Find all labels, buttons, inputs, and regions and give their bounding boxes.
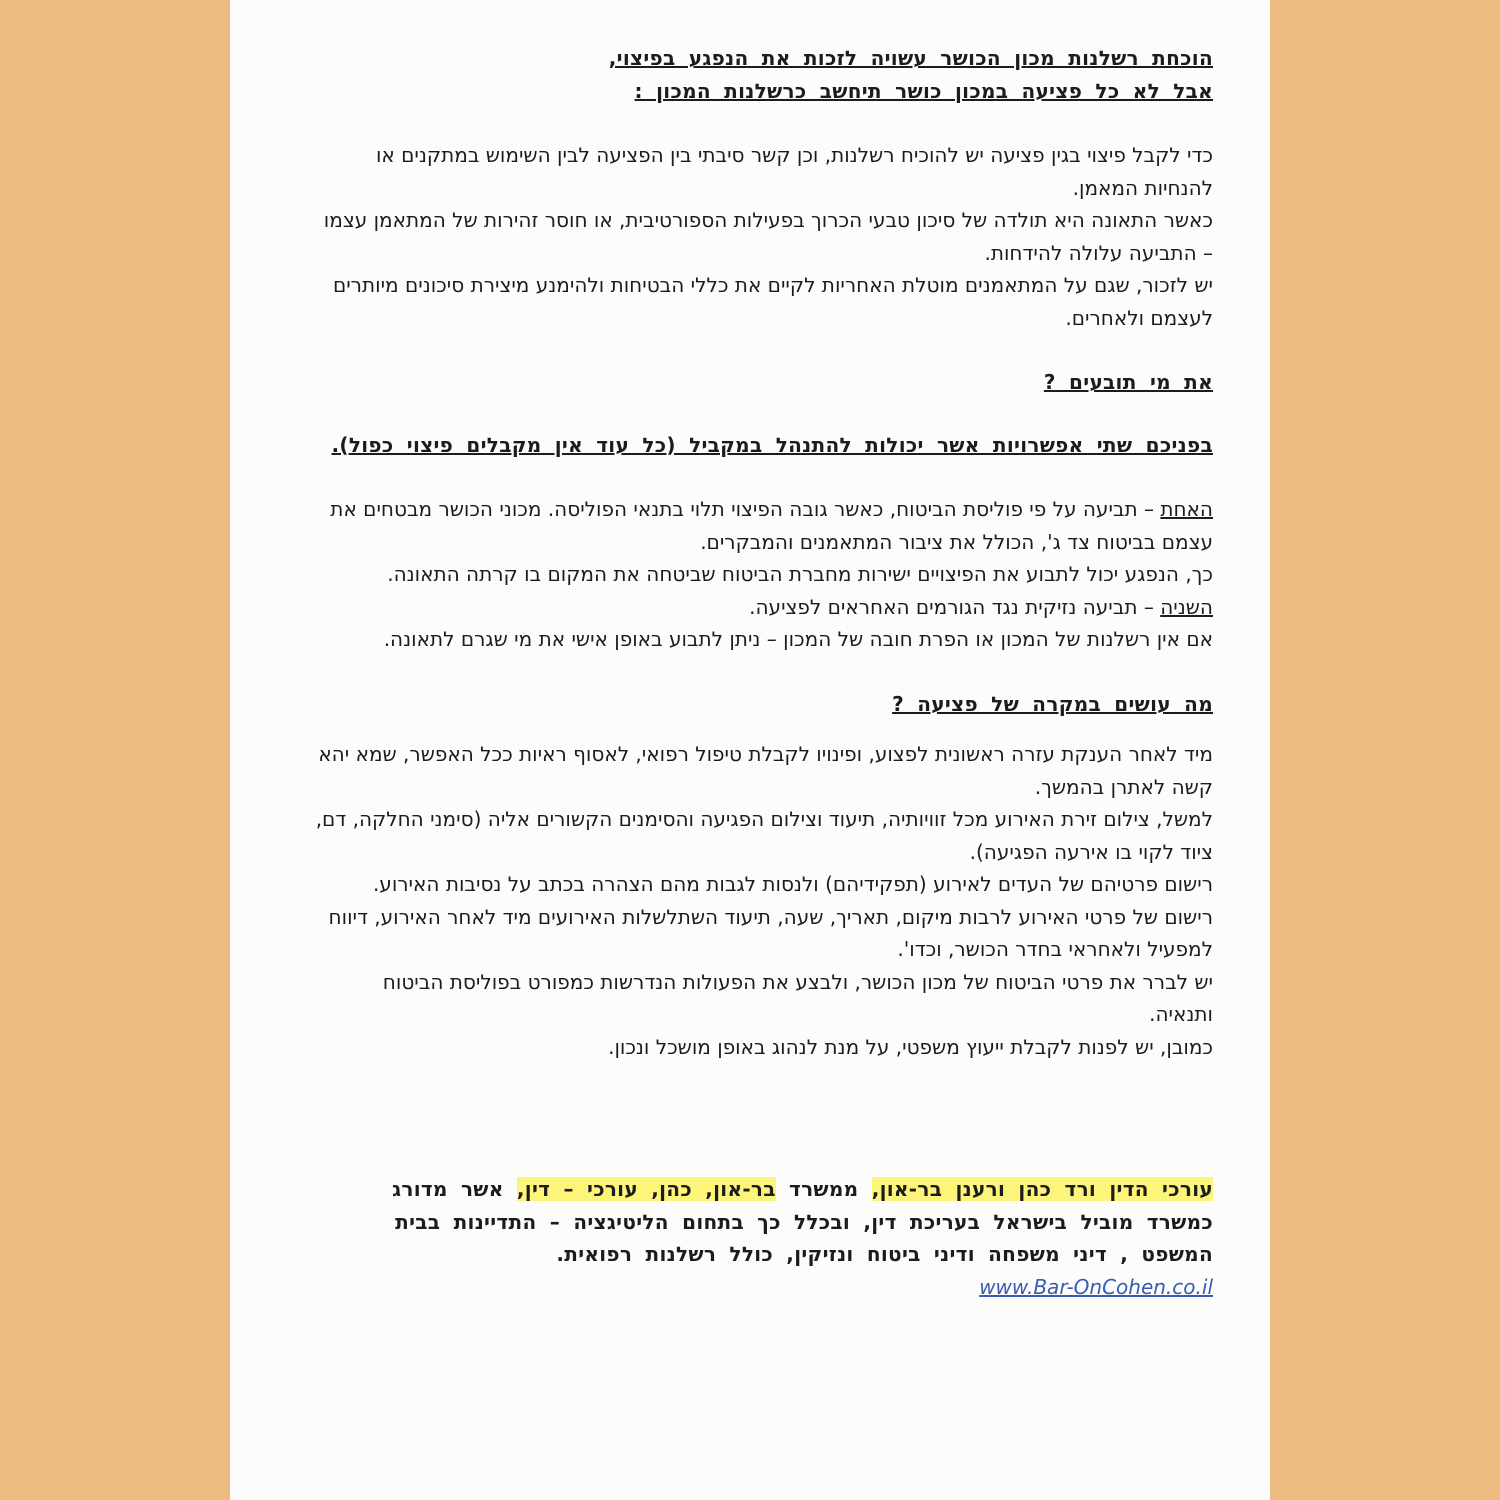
website-link[interactable]: www.Bar-OnCohen.co.il bbox=[979, 1274, 1213, 1299]
website-line bbox=[313, 1271, 1213, 1304]
what-to-do-section bbox=[313, 738, 1213, 1063]
option-second-label: השניה bbox=[1160, 594, 1213, 619]
option-second-more: אם אין רשלנות של המכון או הפרת חובה של המכון – ניתן לתבוע באופן אישי את מי שגרם לתאונה. bbox=[383, 627, 1213, 651]
rated-text: אשר מדורג bbox=[392, 1177, 517, 1201]
intro-section bbox=[313, 139, 1213, 334]
law-firm-signature bbox=[313, 1173, 1213, 1303]
step-paragraph: כמובן, יש לפנות לקבלת ייעוץ משפטי, על מנת לנהוג באופן מושכל ונכון. bbox=[608, 1034, 1213, 1059]
title-line-1: הוכחת רשלנות מכון הכושר עשויה לזכות את הנפגע בפיצוי, bbox=[608, 46, 1213, 70]
firm-name: בר-און, כהן, עורכי – דין, bbox=[516, 1177, 776, 1201]
from-text: ממשרד bbox=[775, 1177, 872, 1201]
option-first bbox=[313, 493, 1213, 558]
section-heading-what-to-do: מה עושים במקרה של פציעה ? bbox=[892, 691, 1213, 716]
step-paragraph: רישום של פרטי האירוע לרבות מיקום, תאריך, שעה, תיעוד השתלשלות האירועים מיד לאחר האירוע, דיווח למפעיל ולאחראי בחדר הכושר, וכדו'. bbox=[328, 904, 1213, 961]
section-subheading-options: בפניכם שתי אפשרויות אשר יכולות להתנהל במקביל (כל עוד אין מקבלים פיצוי כפול). bbox=[331, 432, 1213, 457]
step-paragraph: רישום פרטיהם של העדים לאירוע (תפקידיהם) ולנסות לגבות מהם הצהרה בכתב על נסיבות האירוע. bbox=[372, 872, 1213, 896]
title-line-2: אבל לא כל פציעה במכון כושר תיחשב כרשלנות המכון : bbox=[634, 78, 1213, 103]
step-paragraph: למשל, צילום זירת האירוע מכל זוויותיה, תיעוד וצילום הפגיעה והסימנים הקשורים אליה (סימני החלקה, דם, ציוד לקוי בו אירעה הפגיעה). bbox=[315, 807, 1213, 864]
document-page bbox=[230, 0, 1270, 1500]
option-first-label: האחת bbox=[1160, 497, 1213, 521]
step-paragraph: יש לברר את פרטי הביטוח של מכון הכושר, ולבצע את הפעולות הנדרשות כמפורט בפוליסת הביטוח ותנאיה. bbox=[382, 969, 1213, 1026]
options-section bbox=[313, 493, 1213, 656]
option-second-text: – תביעה נזיקית נגד הגורמים האחראים לפציעה. bbox=[749, 594, 1161, 619]
intro-paragraph: יש לזכור, שגם על המתאמנים מוטלת האחריות לקיים את כללי הבטיחות ולהימנע מיצירת סיכונים מיותרים לעצמם ולאחרים. bbox=[332, 273, 1213, 330]
document-content bbox=[313, 42, 1213, 1303]
signature-line bbox=[313, 1173, 1213, 1206]
option-second bbox=[313, 591, 1213, 624]
option-first-more: כך, הנפגע יכול לתבוע את הפיצויים ישירות מחברת הביטוח שביטחה את המקום בו קרתה התאונה. bbox=[387, 562, 1213, 586]
intro-paragraph: כאשר התאונה היא תולדה של סיכון טבעי הכרוך בפעילות הספורטיבית, או חוסר זהירות של המתאמן עצמו – התביעה עלולה להידחות. bbox=[323, 208, 1213, 265]
option-first-text: – תביעה על פי פוליסת הביטוח, כאשר גובה הפיצוי תלוי בתנאי הפוליסה. מכוני הכושר מבטחים את עצמם בביטוח צד ג', הכולל את ציבור המתאמנים והמבקרים. bbox=[330, 497, 1213, 554]
section-heading-who-to-sue: את מי תובעים ? bbox=[1043, 370, 1213, 394]
lawyer-names: עורכי הדין ורד כהן ורענן בר-און, bbox=[871, 1177, 1213, 1201]
step-paragraph: מיד לאחר הענקת עזרה ראשונית לפצוע, ופינויו לקבלת טיפול רפואי, לאסוף ראיות ככל האפשר, שמא יהא קשה לאתרן בהמשך. bbox=[318, 742, 1213, 799]
document-title bbox=[313, 42, 1213, 107]
intro-paragraph: כדי לקבל פיצוי בגין פציעה יש להוכיח רשלנות, וכן קשר סיבתי בין הפציעה לבין השימוש במתקנים או להנחיות המאמן. bbox=[375, 143, 1213, 200]
firm-description: כמשרד מוביל בישראל בעריכת דין, ובכלל כך בתחום הליטיגציה – התדיינות בבית המשפט , דיני משפחה ודיני ביטוח ונזיקין, כולל רשלנות רפואית. bbox=[395, 1209, 1213, 1266]
